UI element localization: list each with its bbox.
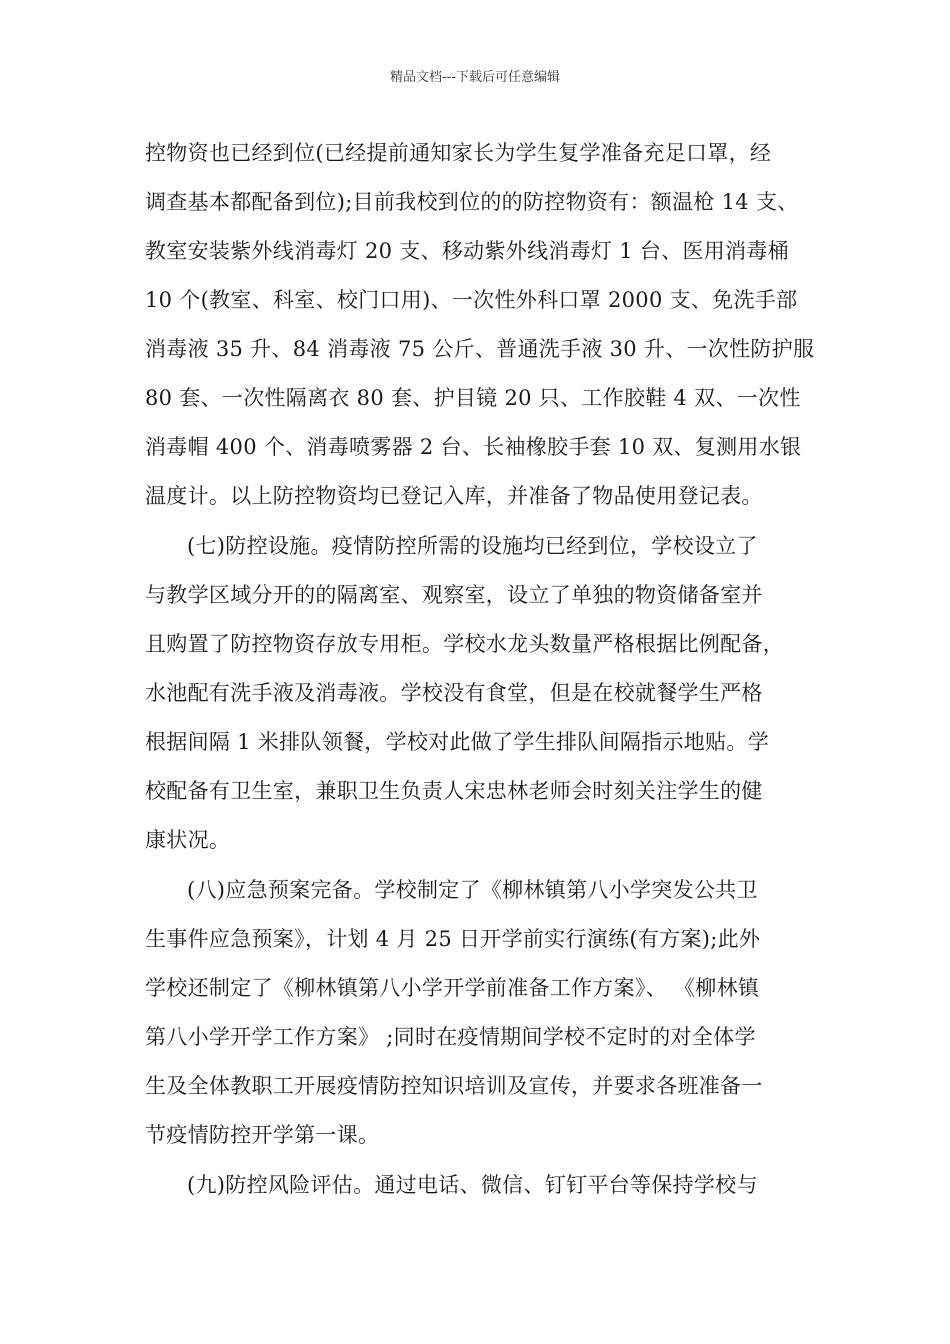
text-line: 与教学区域分开的的隔离室、观察室，设立了单独的物资储备室并 [145,583,763,607]
text-line: 第八小学开学工作方案》 ;同时在疫情期间学校不定时的对全体学 [145,1025,756,1049]
text-line: 消毒液 35 升、84 消毒液 75 公斤、普通洗手液 30 升、一次性防护服 [145,337,815,361]
text-line: 教室安装紫外线消毒灯 20 支、移动紫外线消毒灯 1 台、医用消毒桶 [145,239,789,263]
text-line: 根据间隔 1 米排队领餐，学校对此做了学生排队间隔指示地贴。学 [145,730,770,754]
paragraph-7-heading-line: (七)防控设施。疫情防控所需的设施均已经到位，学校设立了 [187,534,758,558]
text-line: 温度计。以上防控物资均已登记入库，并准备了物品使用登记表。 [145,484,763,508]
text-line: 康状况。 [145,828,231,852]
paragraph-9-heading-line: (九)防控风险评估。通过电话、微信、钉钉平台等保持学校与 [187,1173,758,1197]
text-line: 节疫情防控开学第一课。 [145,1123,380,1147]
text-line: 学校还制定了《柳林镇第八小学开学前准备工作方案》、 《柳林镇 [145,976,760,1000]
text-line: 消毒帽 400 个、消毒喷雾器 2 台、长袖橡胶手套 10 双、复测用水银 [145,435,802,459]
text-line: 且购置了防控物资存放专用柜。学校水龙头数量严格根据比例配备， [145,632,784,656]
text-line: 校配备有卫生室，兼职卫生负责人宋忠林老师会时刻关注学生的健 [145,779,763,803]
text-line: 80 套、一次性隔离衣 80 套、护目镜 20 只、工作胶鞋 4 双、一次性 [145,386,801,410]
text-line: 水池配有洗手液及消毒液。学校没有食堂，但是在校就餐学生严格 [145,681,763,705]
text-line: 调查基本都配备到位);目前我校到位的的防控物资有：额温枪 14 支、 [145,190,799,214]
page-header: 精品文档---下载后可任意编辑 [389,70,561,85]
text-line: 生及全体教职工开展疫情防控知识培训及宣传，并要求各班准备一 [145,1074,763,1098]
text-line: 控物资也已经到位(已经提前通知家长为学生复学准备充足口罩，经 [145,141,772,165]
text-line: 生事件应急预案》，计划 4 月 25 日开学前实行演练(有方案);此外 [145,927,761,951]
paragraph-8-heading-line: (八)应急预案完备。学校制定了《柳林镇第八小学突发公共卫 [187,878,758,902]
text-line: 10 个(教室、科室、校门口用)、一次性外科口罩 2000 支、免洗手部 [145,288,798,312]
